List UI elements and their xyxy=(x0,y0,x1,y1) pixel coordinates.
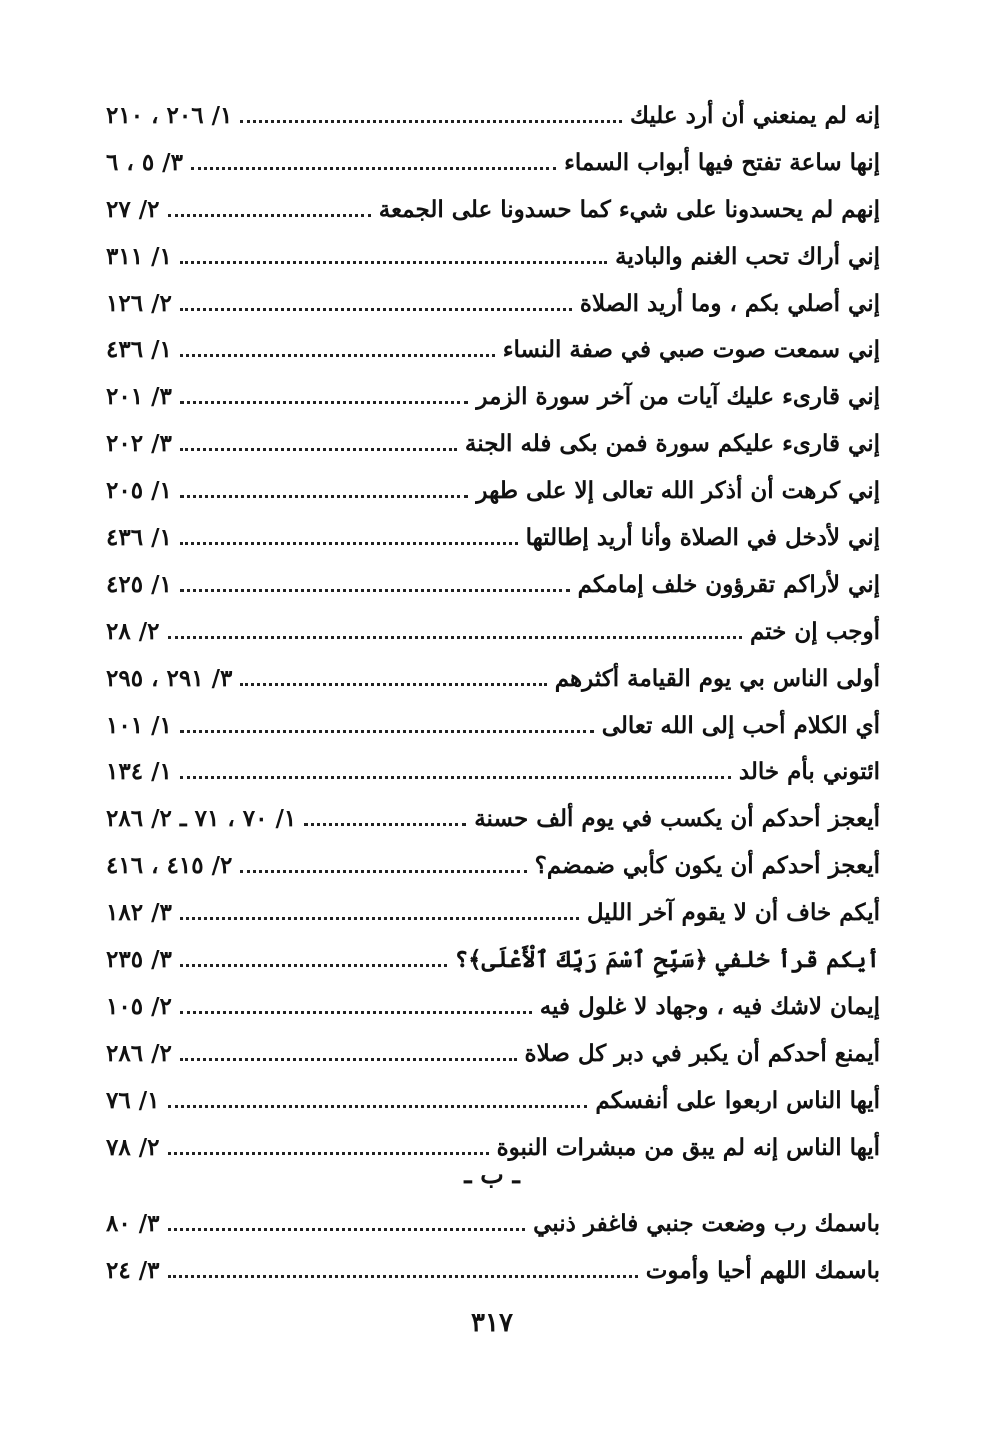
entry-reference: ٣/ ٢٩١ ، ٢٩٥ xyxy=(106,664,233,692)
entry-reference: ٣/ ٢٠٢ xyxy=(106,430,172,458)
index-entry xyxy=(106,702,880,749)
dot-leader xyxy=(240,120,622,123)
entry-text: أيعجز أحدكم أن يكسب في يوم ألف حسنة xyxy=(474,805,880,833)
dot-leader xyxy=(168,1105,588,1108)
entry-text: أيعجز أحدكم أن يكون كأبي ضمضم؟ xyxy=(534,852,880,880)
entry-text: إيمان لاشك فيه ، وجهاد لا غلول فيه xyxy=(539,992,880,1020)
dot-leader xyxy=(168,1152,489,1155)
dot-leader xyxy=(168,1275,638,1278)
entry-text: أيكم قرأ خلفي ﴿سَبِّحِ ٱسْمَ رَبِّكَ ٱلْأَعْلَى﴾؟ xyxy=(454,945,880,973)
dot-leader xyxy=(240,870,526,873)
dot-leader xyxy=(180,964,447,967)
index-entry xyxy=(106,467,880,514)
entry-reference: ١/ ٣١١ xyxy=(106,242,172,270)
entry-text: أيمنع أحدكم أن يكبر في دبر كل صلاة xyxy=(524,1039,880,1067)
index-entry xyxy=(106,561,880,608)
entry-text: إني قارىء عليك آيات من آخر سورة الزمر xyxy=(476,383,880,411)
index-entry xyxy=(106,748,880,795)
entry-reference: ٢/ ٧٨ xyxy=(106,1133,160,1161)
entry-text: إني قارىء عليكم سورة فمن بكى فله الجنة xyxy=(464,430,880,458)
dot-leader xyxy=(180,589,570,592)
dot-leader xyxy=(180,308,572,311)
entry-text: أيها الناس إنه لم يبق من مبشرات النبوة xyxy=(496,1133,880,1161)
section-heading: ـ ب ـ xyxy=(464,1160,520,1189)
entry-text: أيها الناس اربعوا على أنفسكم xyxy=(595,1086,880,1114)
entry-reference: ١/ ٤٣٦ xyxy=(106,336,172,364)
page-number: ٣١٧ xyxy=(471,1308,513,1338)
dot-leader xyxy=(180,401,469,404)
index-entry xyxy=(106,186,880,233)
index-entry xyxy=(106,514,880,561)
index-entry xyxy=(106,795,880,842)
entry-text: إني كرهت أن أذكر الله تعالى إلا على طهر xyxy=(476,477,880,505)
entry-reference: ٢/ ١٢٦ xyxy=(106,289,172,317)
index-entry xyxy=(106,1030,880,1077)
entry-reference: ٣/ ٨٠ xyxy=(106,1209,160,1237)
index-entry xyxy=(106,1247,880,1294)
hadith-index-list xyxy=(106,92,880,1170)
entry-text: ائتوني بأم خالد xyxy=(738,758,880,786)
dot-leader xyxy=(240,683,546,686)
dot-leader xyxy=(180,1058,517,1061)
entry-reference: ٢/ ٤١٥ ، ٤١٦ xyxy=(106,852,233,880)
entry-text: إني لأراكم تقرؤون خلف إمامكم xyxy=(577,570,880,598)
entry-text: إني أراك تحب الغنم والبادية xyxy=(615,242,880,270)
entry-text: إنه لم يمنعني أن أرد عليك xyxy=(629,101,880,129)
entry-text: أي الكلام أحب إلى الله تعالى xyxy=(601,711,880,739)
entry-text: أولى الناس بي يوم القيامة أكثرهم xyxy=(554,664,880,692)
entry-text: أيكم خاف أن لا يقوم آخر الليل xyxy=(586,899,880,927)
entry-text: إني سمعت صوت صبي في صفة النساء xyxy=(502,336,880,364)
index-entry xyxy=(106,983,880,1030)
hadith-index-list-ba xyxy=(106,1200,880,1294)
index-entry xyxy=(106,936,880,983)
dot-leader xyxy=(168,636,742,639)
entry-reference: ١/ ٧٠ ، ٧١ ـ ٢/ ٢٨٦ xyxy=(106,805,297,833)
dot-leader xyxy=(304,823,466,826)
entry-text: إنها ساعة تفتح فيها أبواب السماء xyxy=(564,148,880,176)
entry-text: إنهم لم يحسدونا على شيء كما حسدونا على الجمعة xyxy=(378,195,880,223)
dot-leader xyxy=(180,776,731,779)
entry-text: إني لأدخل في الصلاة وأنا أريد إطالتها xyxy=(525,523,880,551)
entry-text: باسمك اللهم أحيا وأموت xyxy=(645,1256,880,1284)
dot-leader xyxy=(180,448,457,451)
entry-reference: ٣/ ٢٣٥ xyxy=(106,945,172,973)
index-entry xyxy=(106,420,880,467)
dot-leader xyxy=(180,917,579,920)
index-entry xyxy=(106,608,880,655)
dot-leader xyxy=(180,354,495,357)
entry-reference: ١/ ١٣٤ xyxy=(106,758,172,786)
entry-reference: ٢/ ١٠٥ xyxy=(106,992,172,1020)
entry-reference: ٣/ ٢٤ xyxy=(106,1256,160,1284)
dot-leader xyxy=(180,495,469,498)
entry-reference: ٢/ ٢٨٦ xyxy=(106,1039,172,1067)
entry-reference: ٢/ ٢٧ xyxy=(106,195,160,223)
entry-text: باسمك رب وضعت جنبي فاغفر ذنبي xyxy=(533,1209,880,1237)
entry-reference: ١/ ٧٦ xyxy=(106,1086,160,1114)
entry-reference: ١/ ٢٠٦ ، ٢١٠ xyxy=(106,101,233,129)
index-entry xyxy=(106,889,880,936)
entry-reference: ١/ ١٠١ xyxy=(106,711,172,739)
index-entry xyxy=(106,373,880,420)
index-entry xyxy=(106,326,880,373)
index-entry xyxy=(106,842,880,889)
index-entry xyxy=(106,139,880,186)
entry-reference: ١/ ٤٢٥ xyxy=(106,570,172,598)
dot-leader xyxy=(180,261,607,264)
entry-reference: ٢/ ٢٨ xyxy=(106,617,160,645)
entry-reference: ٣/ ١٨٢ xyxy=(106,899,172,927)
index-entry xyxy=(106,655,880,702)
entry-text: أوجب إن ختم xyxy=(749,617,880,645)
dot-leader xyxy=(168,1228,526,1231)
entry-reference: ١/ ٤٣٦ xyxy=(106,523,172,551)
dot-leader xyxy=(168,214,371,217)
entry-reference: ٣/ ٢٠١ xyxy=(106,383,172,411)
dot-leader xyxy=(180,730,594,733)
entry-text: إني أصلي بكم ، وما أريد الصلاة xyxy=(579,289,880,317)
index-entry xyxy=(106,233,880,280)
dot-leader xyxy=(180,542,518,545)
index-entry xyxy=(106,280,880,327)
entry-reference: ١/ ٢٠٥ xyxy=(106,477,172,505)
entry-reference: ٣/ ٥ ، ٦ xyxy=(106,148,183,176)
dot-leader xyxy=(180,1011,532,1014)
dot-leader xyxy=(191,167,556,170)
index-entry xyxy=(106,92,880,139)
index-entry xyxy=(106,1200,880,1247)
index-entry xyxy=(106,1077,880,1124)
